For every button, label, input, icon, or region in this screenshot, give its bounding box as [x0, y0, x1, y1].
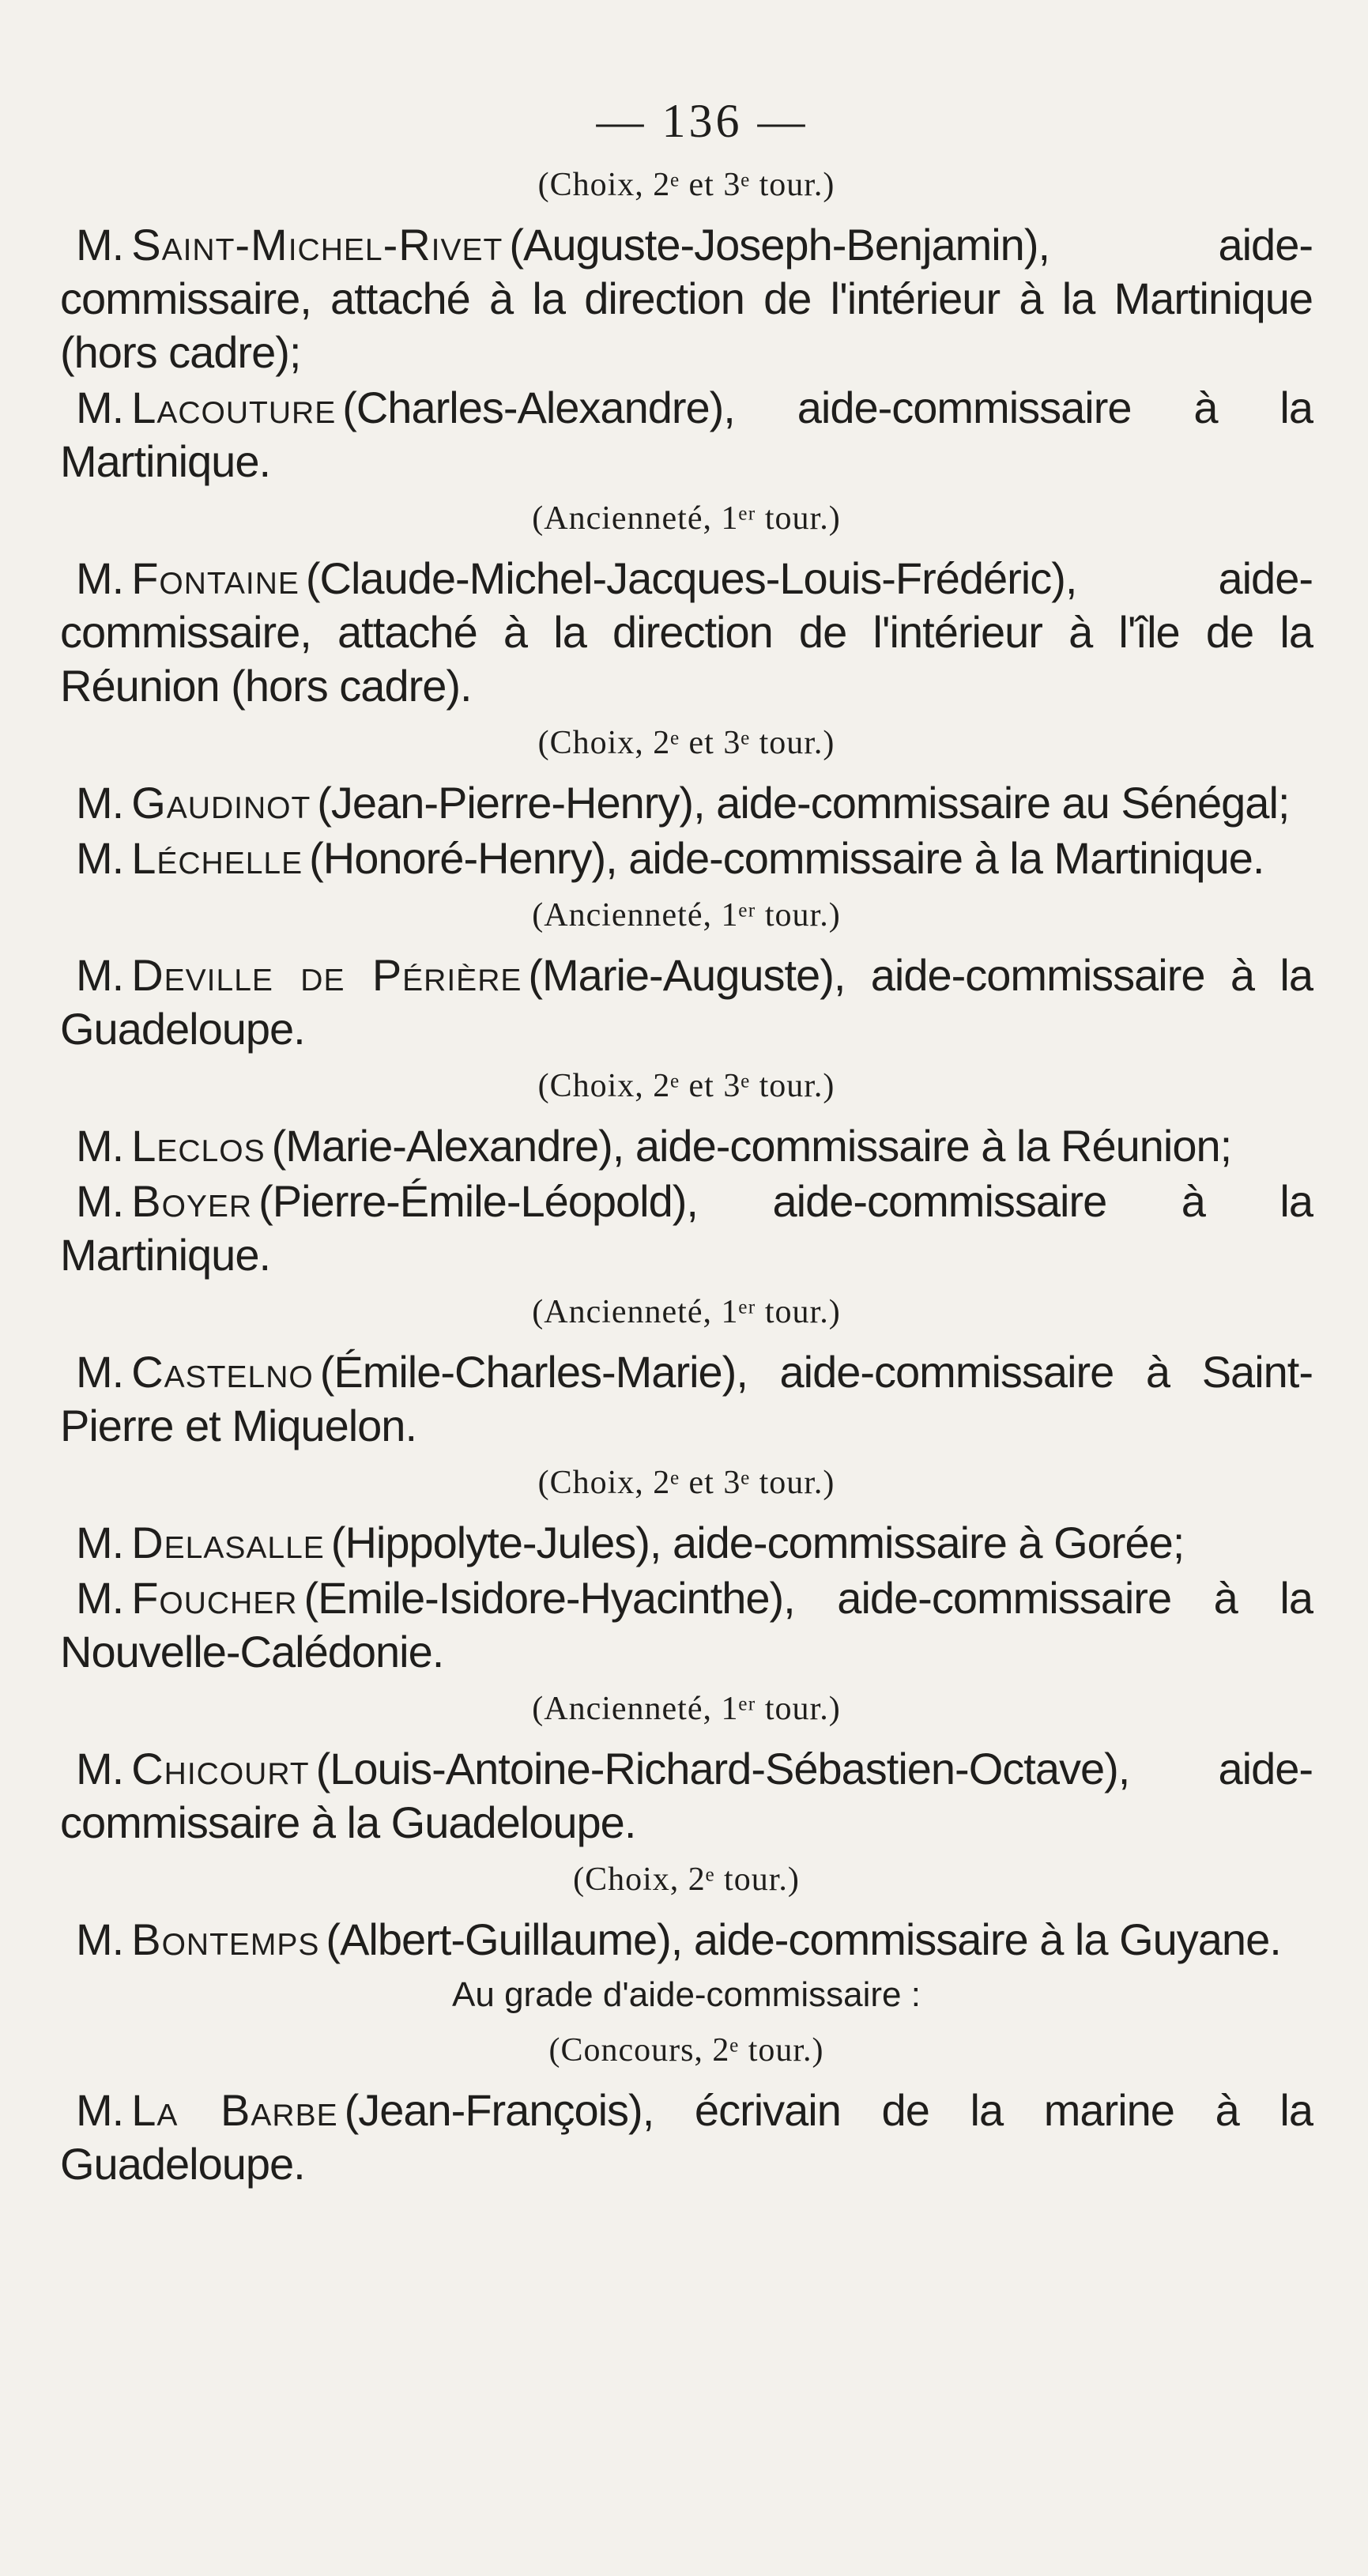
section-heading: (Ancienneté, 1ᵉʳ tour.) [532, 1294, 841, 1330]
appointment-entry [60, 1516, 1313, 1570]
honorific: M. [76, 1744, 124, 1793]
section-heading: (Ancienneté, 1ᵉʳ tour.) [532, 1691, 841, 1727]
person-surname: Foucher [131, 1573, 298, 1623]
person-surname: Léchelle [131, 833, 303, 883]
person-surname: Chicourt [131, 1744, 310, 1793]
section-heading: (Choix, 2ᵉ et 3ᵉ tour.) [537, 167, 835, 203]
honorific: M. [76, 553, 124, 603]
section-heading: (Choix, 2ᵉ et 3ᵉ tour.) [537, 1465, 835, 1501]
entry-details: (Emile-Isidore-Hyacinthe), aide-commissaire à la Nouvelle-Calédonie. [60, 1573, 1313, 1676]
honorific: M. [76, 220, 124, 270]
person-surname: Delasalle [131, 1518, 325, 1567]
honorific: M. [76, 1347, 124, 1397]
honorific: M. [76, 2085, 124, 2135]
person-surname: La Barbe [131, 2085, 338, 2135]
section-heading: (Choix, 2ᵉ et 3ᵉ tour.) [537, 725, 835, 761]
appointment-entry [60, 1571, 1313, 1679]
appointment-entry [60, 218, 1313, 379]
appointment-entry [60, 1913, 1313, 1967]
honorific: M. [76, 1121, 124, 1171]
entry-details: (Jean-François), écrivain de la marine à la Guadeloupe. [60, 2085, 1313, 2189]
appointment-entry [60, 1345, 1313, 1453]
appointment-entry [60, 1119, 1313, 1173]
entry-details: (Charles-Alexandre), aide-commissaire à la Martinique. [60, 383, 1313, 486]
honorific: M. [76, 1914, 124, 1964]
section-heading: (Choix, 2ᵉ tour.) [573, 1861, 800, 1898]
honorific: M. [76, 1573, 124, 1623]
document-body [60, 160, 1313, 2191]
person-surname: Boyer [131, 1176, 253, 1226]
appointment-entry [60, 776, 1313, 830]
section-heading: (Ancienneté, 1ᵉʳ tour.) [532, 500, 841, 537]
entry-details: (Marie-Alexandre), aide-commissaire à la Réunion; [271, 1121, 1232, 1171]
entry-details: (Marie-Auguste), aide-commissaire à la Guadeloupe. [60, 950, 1313, 1054]
appointment-entry [60, 1742, 1313, 1850]
entry-details: (Auguste-Joseph-Benjamin), aide-commissaire, attaché à la direction de l'intérieur à la Martinique (hors cadre); [60, 220, 1313, 377]
section-heading: (Choix, 2ᵉ et 3ᵉ tour.) [537, 1068, 835, 1104]
honorific: M. [76, 1518, 124, 1567]
entry-details: (Honoré-Henry), aide-commissaire à la Martinique. [309, 833, 1264, 883]
appointment-entry [60, 2084, 1313, 2191]
section-heading: (Ancienneté, 1ᵉʳ tour.) [532, 897, 841, 933]
appointment-entry [60, 381, 1313, 488]
honorific: M. [76, 1176, 124, 1226]
entry-details: (Hippolyte-Jules), aide-commissaire à Gorée; [330, 1518, 1185, 1567]
honorific: M. [76, 778, 124, 828]
honorific: M. [76, 383, 124, 432]
appointment-entry [60, 832, 1313, 885]
entry-details: (Claude-Michel-Jacques-Louis-Frédéric), aide-commissaire, attaché à la direction de l'intérieur à l'île de la Réunion (hors cadre). [60, 553, 1313, 711]
person-surname: Saint-Michel-Rivet [131, 220, 503, 270]
person-surname: Fontaine [131, 553, 300, 603]
section-heading: (Concours, 2ᵉ tour.) [548, 2032, 824, 2069]
person-surname: Lacouture [131, 383, 337, 432]
entry-details: (Émile-Charles-Marie), aide-commissaire à Saint-Pierre et Miquelon. [60, 1347, 1313, 1450]
entry-details: (Pierre-Émile-Léopold), aide-commissaire à la Martinique. [60, 1176, 1313, 1280]
honorific: M. [76, 833, 124, 883]
honorific: M. [76, 950, 124, 1000]
appointment-entry [60, 552, 1313, 713]
person-surname: Leclos [131, 1121, 266, 1171]
entry-details: (Louis-Antoine-Richard-Sébastien-Octave), aide-commissaire à la Guadeloupe. [60, 1744, 1313, 1847]
person-surname: Deville de Périère [131, 950, 522, 1000]
entry-details: (Jean-Pierre-Henry), aide-commissaire au Sénégal; [317, 778, 1290, 828]
appointment-entry [60, 949, 1313, 1056]
person-surname: Bontemps [131, 1914, 320, 1964]
entry-details: (Albert-Guillaume), aide-commissaire à la Guyane. [326, 1914, 1281, 1964]
grade-heading: Au grade d'aide-commissaire : [452, 1975, 921, 2014]
person-surname: Gaudinot [131, 778, 311, 828]
page-number: — 136 — [596, 95, 808, 147]
person-surname: Castelno [131, 1347, 314, 1397]
appointment-entry [60, 1175, 1313, 1282]
